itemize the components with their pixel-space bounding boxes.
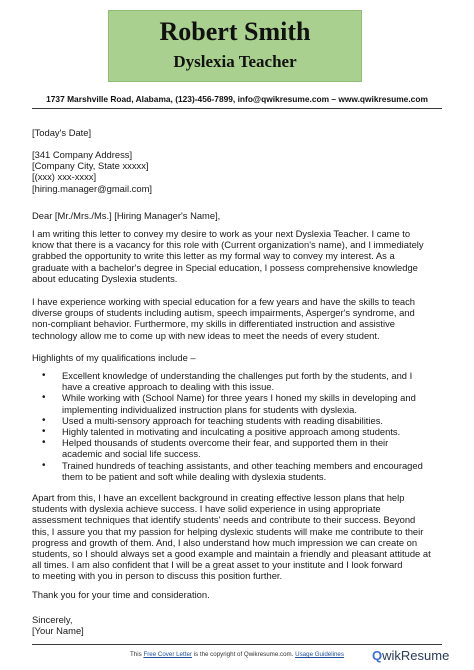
paragraph-line: this, I assure you that my passion for helping dyslexic students will make me contribute to their: [32, 525, 424, 537]
paragraph-line: Apart from this, I have an excellent background in creating effective lesson plans that help: [32, 492, 405, 503]
thanks-text: Thank you for your time and consideration.: [32, 589, 210, 600]
paragraph-line: assessment techniques that identify students' needs and contribute to their success. Beyond: [32, 514, 416, 526]
salutation-text: Dear [Mr./Mrs./Ms.] [Hiring Manager's Name],: [32, 210, 221, 221]
signoff: [32, 614, 442, 636]
paragraph-line: graduate with a bachelor's degree in Special education, I possess comprehensive knowledge: [32, 261, 418, 273]
paragraph-line: progress and growth of them. And, I also understand how much impression we can create on: [32, 536, 418, 548]
address-line: [(xxx) xxx-xxxx]: [32, 171, 97, 183]
address-line: [hiring.manager@gmail.com]: [32, 182, 152, 194]
letter-date: [Today's Date]: [32, 127, 92, 138]
qwikresume-logo: [372, 648, 449, 663]
closing-thanks: [32, 589, 442, 600]
footer-prefix: This: [130, 651, 144, 658]
usage-guidelines-link[interactable]: Usage Guidelines: [295, 651, 344, 658]
list-item: [32, 370, 442, 392]
paragraph-line: students with dyslexia achieve success. I have solid experience in using appropriate: [32, 503, 381, 515]
footer-copyright: is the copyright of Qwikresume.com.: [191, 651, 296, 658]
paragraph-line: I am writing this letter to convey my desire to work as your next Dyslexia Teacher. I came to: [32, 228, 411, 239]
address-line: [Company City, State xxxxx]: [32, 160, 149, 172]
bullet-line: academic and social life success.: [62, 448, 201, 460]
signature-name: [Your Name]: [32, 625, 84, 637]
paragraph-experience: [32, 296, 442, 341]
salutation: [32, 210, 442, 221]
list-item: [32, 460, 442, 482]
highlights-heading: Highlights of my qualifications include –: [32, 352, 196, 363]
bullet-line: • Excellent knowledge of understanding the challenges put forth by the students, and I: [62, 370, 413, 381]
paragraph-line: diverse groups of students including autism, speech impairments, Asperger's syndrome, and: [32, 307, 415, 319]
bullet-line: • Helped thousands of students overcome their fear, and supported them in their: [62, 437, 389, 449]
paragraph-line: technology allow me to come up with new ideas to meet the needs of every student.: [32, 329, 380, 341]
date-line: [32, 127, 442, 138]
paragraph-line: know that there is a vacancy for this role with (Current organization's name), and I immediately: [32, 239, 424, 251]
highlights-intro: [32, 352, 442, 363]
header-divider: [32, 108, 442, 109]
paragraph-line: to meeting with you in person to discuss this position further.: [32, 570, 283, 582]
paragraph-line: grabbed the opportunity to write this letter as my formal way to convey my interest. As a: [32, 250, 395, 262]
recipient-address: [32, 149, 442, 194]
applicant-name: Robert Smith: [159, 17, 311, 46]
paragraph-line: students, so I should always set a good example and maintain a friendly and pleasant attitude at: [32, 548, 431, 560]
free-cover-letter-link[interactable]: Free Cover Letter: [143, 651, 192, 658]
logo-mark: Q: [372, 648, 383, 663]
list-item: [32, 392, 442, 414]
bullet-line: • Trained hundreds of teaching assistants, and other teaching members and encouraged: [62, 459, 423, 471]
applicant-role: Dyslexia Teacher: [173, 52, 297, 71]
bullet-line: them to be patient and soft while dealing with dyslexia students.: [62, 470, 327, 482]
paragraph-line: I have experience working with special education for a few years and have the skills to teach: [32, 296, 416, 307]
paragraph-background: [32, 492, 442, 582]
paragraph-line: non-compliant behavior. Furthermore, my skills in differentiated instruction and assistive: [32, 318, 396, 330]
bullet-line: • While working with (School Name) for three years I honed my skills in developing and: [62, 392, 416, 404]
bullet-line: • Highly talented in motivating and inculcating a positive approach among students.: [62, 426, 401, 438]
highlights-list: [32, 370, 442, 482]
list-item: [32, 415, 442, 426]
paragraph-line: about educating Dyslexia students.: [32, 272, 178, 284]
logo-wordmark: wikResume: [382, 648, 450, 663]
header-banner: [108, 10, 362, 82]
list-item: [32, 437, 442, 459]
bullet-line: implementing individualized instruction plans for students with dyslexia.: [62, 403, 357, 415]
signoff-line: Sincerely,: [32, 614, 73, 625]
list-item: [32, 426, 442, 437]
bullet-line: have a creative approach to dealing with this issue.: [62, 381, 275, 393]
bullet-line: • Used a multi-sensory approach for teaching students with reading disabilities.: [62, 414, 384, 426]
footer-divider: [32, 644, 442, 645]
paragraph-intro: [32, 228, 442, 284]
address-line: [341 Company Address]: [32, 149, 133, 160]
paragraph-line: all times. I am also confident that I will be a great asset to your institute and I look forward: [32, 559, 403, 571]
contact-line: 1737 Marshville Road, Alabama, (123)-456-7899, info@qwikresume.com – www.qwikresume.com: [46, 94, 428, 104]
